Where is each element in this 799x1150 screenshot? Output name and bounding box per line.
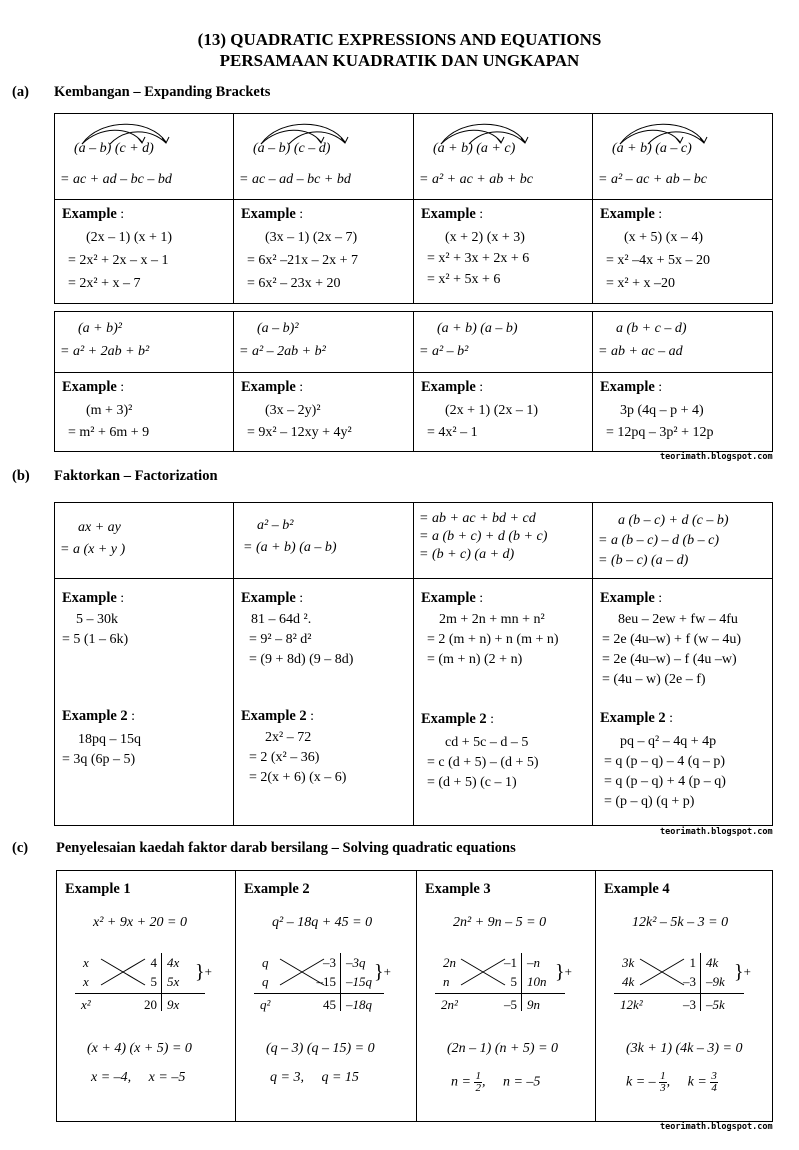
cross-right-bottom: –15q <box>346 974 372 989</box>
credit-text: teorimath.blogspot.com <box>660 827 773 837</box>
cross-bottom-mid: –5 <box>504 997 517 1012</box>
factor-example-2: Example : 81 – 64d ². = 9² – 8² d² = (9 + 8d) (9 – 8d) <box>241 590 354 667</box>
expanding-example-7: Example : (2x + 1) (2x – 1) = 4x² – 1 <box>421 379 539 440</box>
expanding-rule-3: (a + b) (a + c) <box>433 141 516 156</box>
example-label: Example 3 <box>425 881 491 897</box>
cross-right-bottom: 5x <box>167 974 180 989</box>
cross-right-top: –n <box>527 955 540 970</box>
cross-left-bottom: n <box>443 974 450 989</box>
cross-bottom-mid: –3 <box>683 997 696 1012</box>
factor-rule-1: ax + ay = a (x + y ) <box>60 520 126 557</box>
quadratic-equation: x² + 9x + 20 = 0 <box>93 915 187 930</box>
expanding-example-1: Example : (2x – 1) (x + 1) = 2x² + 2x – x – 1 = 2x² + x – 7 <box>62 206 173 291</box>
example-label: Example 1 <box>65 881 131 897</box>
cross-left-top: 3k <box>622 955 635 970</box>
quadratic-equation: q² – 18q + 45 = 0 <box>272 915 373 930</box>
cross-bottom-left: q² <box>260 997 271 1012</box>
example-label: Example 4 <box>604 881 670 897</box>
quadratic-equation: 12k² – 5k – 3 = 0 <box>632 915 729 930</box>
cross-left-top: x <box>83 955 89 970</box>
factored-equation: (2n – 1) (n + 5) = 0 <box>447 1041 559 1056</box>
cross-mid-top: –3 <box>323 955 336 970</box>
solving-example-3 <box>417 871 594 1121</box>
brace-plus-icon: }+ <box>734 961 751 983</box>
solving-example-4 <box>596 871 772 1121</box>
cross-left-bottom: q <box>262 974 269 989</box>
factor-rule-4: a (b – c) + d (c – b) = a (b – c) – d (b – c) = (b – c) (a – d) <box>598 513 729 568</box>
cross-left-bottom: x <box>83 974 89 989</box>
expanding-example-5: Example : (m + 3)² = m² + 6m + 9 <box>62 379 150 440</box>
page-subtitle: PERSAMAAN KUADRATIK DAN UNGKAPAN <box>219 51 580 70</box>
expanding-example-4: Example : (x + 5) (x – 4) = x² –4x + 5x – 20 = x² + x –20 <box>600 206 710 291</box>
factor-example2-1: Example 2 : 18pq – 15q = 3q (6p – 5) <box>62 708 141 767</box>
expanding-rule-4: (a + b) (a – c) <box>612 141 692 156</box>
expanding-rule-8: a (b + c – d) = ab + ac – ad <box>598 321 687 359</box>
expanding-example-8: Example : 3p (4q – p + 4) = 12pq – 3p² + 12p <box>600 379 714 440</box>
factor-example-1: Example : 5 – 30k = 5 (1 – 6k) <box>62 590 129 647</box>
cross-bottom-left: 12k² <box>620 997 643 1012</box>
cross-bottom-mid: 20 <box>144 997 157 1012</box>
cross-mid-bottom: 5 <box>150 974 157 989</box>
factor-example2-2: Example 2 : 2x² – 72 = 2 (x² – 36) = 2(x + 6) (x – 6) <box>241 708 347 785</box>
cross-left-top: 2n <box>443 955 456 970</box>
brace-plus-icon: }+ <box>555 961 572 983</box>
section-b-heading: Faktorkan – Factorization <box>54 468 218 484</box>
cross-bottom-mid: 45 <box>323 997 336 1012</box>
solution-line: k = – $\frac{1}{3}$ , k = $\frac{3}{4}$ <box>626 1070 717 1094</box>
cross-bottom-left: x² <box>81 997 91 1012</box>
factor-example2-3: Example 2 : cd + 5c – d – 5 = c (d + 5) – (d + 5) = (d + 5) (c – 1) <box>421 711 539 790</box>
cross-right-top: 4k <box>706 955 719 970</box>
section-a-heading: Kembangan – Expanding Brackets <box>54 84 271 100</box>
expanding-example-6: Example : (3x – 2y)² = 9x² – 12xy + 4y² <box>241 379 352 440</box>
quadratic-equation: 2n² + 9n – 5 = 0 <box>453 915 547 930</box>
factor-example2-4: Example 2 : pq – q² – 4q + 4p = q (p – q) – 4 (q – p) = q (p – q) + 4 (p – q) = (p – q) (q + p) <box>600 710 726 809</box>
cross-bottom-right: –18q <box>346 997 372 1012</box>
solving-example-2 <box>236 871 415 1121</box>
expanding-example-2: Example : (3x – 1) (2x – 7) = 6x² –21x – 2x + 7 = 6x² – 23x + 20 <box>241 206 358 291</box>
cross-mid-bottom: –15 <box>316 974 336 989</box>
cross-bottom-right: 9x <box>167 997 180 1012</box>
brace-plus-icon: }+ <box>195 961 212 983</box>
cross-left-bottom: 4k <box>622 974 635 989</box>
section-a-marker: (a) <box>12 84 29 100</box>
brace-plus-icon: }+ <box>374 961 391 983</box>
solving-example-1 <box>57 871 234 1121</box>
cross-right-top: –3q <box>346 955 366 970</box>
credit-text: teorimath.blogspot.com <box>660 1122 773 1132</box>
cross-bottom-right: 9n <box>527 997 540 1012</box>
section-c-marker: (c) <box>12 840 29 856</box>
expanding-rule-7: (a + b) (a – b) = a² – b² <box>419 321 518 359</box>
factored-equation: (x + 4) (x + 5) = 0 <box>87 1041 192 1056</box>
cross-left-top: q <box>262 955 269 970</box>
factor-rule-3: = ab + ac + bd + cd = a (b + c) + d (b + c) = (b + c) (a + d) <box>419 511 548 562</box>
factor-example-4: Example : 8eu – 2ew + fw – 4fu = 2e (4u–w) + f (w – 4u) = 2e (4u–w) – f (4u –w) = (4u – w) (2e – f) <box>600 590 742 687</box>
expanding-rule-2: (a – b) (c – d) <box>253 141 331 156</box>
cross-mid-top: –1 <box>504 955 517 970</box>
factor-example-3: Example : 2m + 2n + mn + n² = 2 (m + n) + n (m + n) = (m + n) (2 + n) <box>421 590 559 667</box>
factored-equation: (q – 3) (q – 15) = 0 <box>266 1041 375 1056</box>
factor-rule-2: a² – b² = (a + b) (a – b) <box>243 518 337 555</box>
cross-mid-bottom: 5 <box>510 974 517 989</box>
expanding-rule-1: (a – b) (c + d) <box>74 141 154 156</box>
cross-right-top: 4x <box>167 955 180 970</box>
section-c-heading: Penyelesaian kaedah faktor darab bersilang – Solving quadratic equations <box>56 840 516 856</box>
expanding-rule-6: (a – b)² = a² – 2ab + b² <box>239 321 326 359</box>
solution-line: q = 3, q = 15 <box>270 1070 359 1085</box>
section-b-marker: (b) <box>12 468 30 484</box>
solution-line: x = –4, x = –5 <box>91 1070 186 1085</box>
solution-line: n = $\frac{1}{2}$ , n = –5 <box>451 1070 541 1094</box>
cross-mid-top: 1 <box>689 955 696 970</box>
expanding-rule-5: (a + b)² = a² + 2ab + b² <box>60 321 150 359</box>
cross-mid-top: 4 <box>150 955 157 970</box>
cross-mid-bottom: –3 <box>683 974 696 989</box>
cross-bottom-left: 2n² <box>441 997 458 1012</box>
credit-text: teorimath.blogspot.com <box>660 452 773 462</box>
page-title: (13) QUADRATIC EXPRESSIONS AND EQUATIONS <box>197 30 602 49</box>
cross-right-bottom: 10n <box>527 974 547 989</box>
example-label: Example 2 <box>244 881 310 897</box>
expanding-example-3: Example : (x + 2) (x + 3) = x² + 3x + 2x + 6 = x² + 5x + 6 <box>421 206 530 287</box>
cross-right-bottom: –9k <box>706 974 725 989</box>
cross-bottom-right: –5k <box>706 997 725 1012</box>
factored-equation: (3k + 1) (4k – 3) = 0 <box>626 1041 743 1056</box>
